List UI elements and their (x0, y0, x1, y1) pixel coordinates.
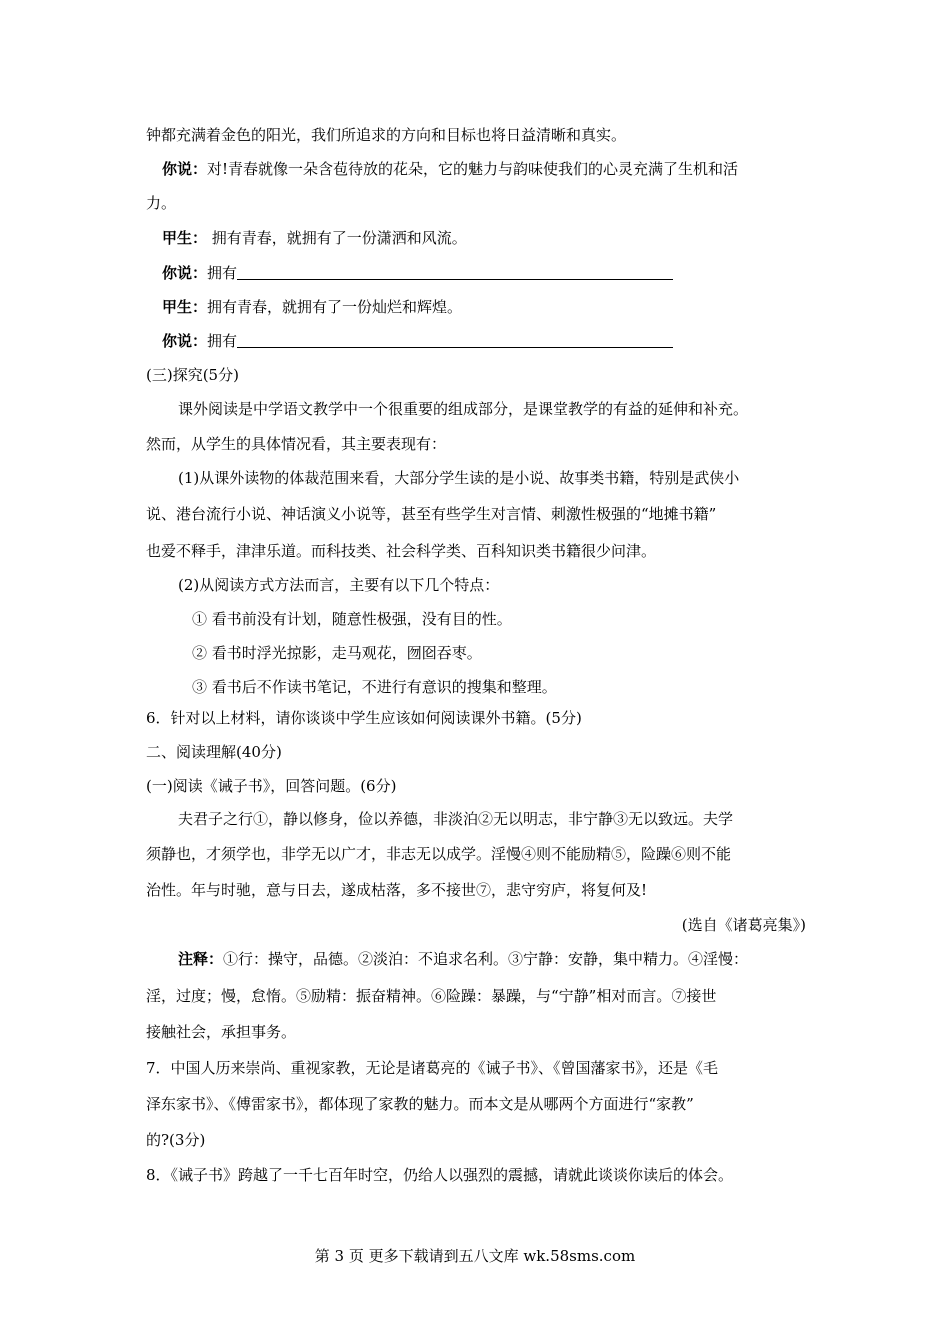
dialogue-jia-1-text: 拥有青春，就拥有了一份潇洒和风流。 (207, 229, 467, 247)
dialogue-you-1-text: 对!青春就像一朵含苞待放的花朵，它的魅力与韵味使我们的心灵充满了生机和活 (207, 160, 739, 178)
text-source: (选自《诸葛亮集》) (681, 916, 806, 934)
notes-line-a (178, 948, 748, 970)
speaker-jia-label: 甲生： (162, 298, 208, 316)
question-7b: 泽东家书》、《傅雷家书》，都体现了家教的魅力。而本文是从哪两个方面进行“家教” (146, 1095, 694, 1113)
explore-paragraph-1a: 课外阅读是中学语文教学中一个很重要的组成部分，是课堂教学的有益的延伸和补充。 (178, 400, 749, 418)
dialogue-you-2-prefix: 拥有 (207, 264, 238, 282)
dialogue-you-1 (162, 158, 738, 180)
dialogue-you-2 (162, 262, 673, 284)
answer-blank-2[interactable] (237, 331, 673, 348)
classical-text-c: 治性。年与时驰，意与日去，遂成枯落，多不接世⑦，悲守穷庐，将复何及! (146, 881, 648, 899)
classical-text-b: 须静也，才须学也，非学无以广才，非志无以成学。淫慢④则不能励精⑤，险躁⑥则不能 (146, 845, 732, 863)
explore-paragraph-3: (2)从阅读方式方法而言，主要有以下几个特点： (178, 576, 500, 594)
explore-paragraph-1b: 然而，从学生的具体情况看，其主要表现有： (146, 435, 447, 453)
dialogue-you-3-prefix: 拥有 (207, 332, 238, 350)
explore-item-2: ② 看书时浮光掠影，走马观花，囫囵吞枣。 (192, 644, 482, 662)
dialogue-jia-2 (162, 296, 462, 318)
explore-item-3: ③ 看书后不作读书笔记，不进行有意识的搜集和整理。 (192, 678, 557, 696)
reading-heading: 二、阅读理解(40分) (146, 743, 282, 761)
question-8: 8．《诫子书》跨越了一千七百年时空，仍给人以强烈的震撼，请就此谈谈你读后的体会。 (146, 1166, 734, 1184)
reading-sub-heading: (一)阅读《诫子书》，回答问题。(6分) (146, 777, 397, 795)
question-6: 6．针对以上材料，请你谈谈中学生应该如何阅读课外书籍。(5分) (146, 709, 582, 727)
explore-item-1: ① 看书前没有计划，随意性极强，没有目的性。 (192, 610, 512, 628)
dialogue-line-continuation: 钟都充满着金色的阳光，我们所追求的方向和目标也将日益清晰和真实。 (146, 126, 627, 144)
notes-line-c: 接触社会，承担事务。 (146, 1023, 297, 1041)
speaker-you-label: 你说： (162, 332, 208, 350)
dialogue-jia-1 (162, 227, 467, 249)
question-7c: 的?(3分) (146, 1131, 206, 1149)
speaker-you-label: 你说： (162, 160, 208, 178)
question-7a: 7．中国人历来崇尚、重视家教，无论是诸葛亮的《诫子书》、《曾国藩家书》，还是《毛 (146, 1059, 719, 1077)
explore-paragraph-2a: (1)从课外读物的体裁范围来看，大部分学生读的是小说、故事类书籍，特别是武侠小 (178, 469, 740, 487)
notes-label: 注释： (178, 950, 224, 968)
dialogue-you-3 (162, 330, 673, 352)
dialogue-you-1-cont: 力。 (146, 194, 177, 212)
speaker-you-label: 你说： (162, 264, 208, 282)
explore-paragraph-2b: 说、港台流行小说、神话演义小说等，甚至有些学生对言情、刺激性极强的“地摊书籍” (146, 505, 717, 523)
classical-text-a: 夫君子之行①，静以修身，俭以养德，非淡泊②无以明志，非宁静③无以致远。夫学 (178, 810, 734, 828)
notes-line-b: 淫，过度；慢，怠惰。⑤励精：振奋精神。⑥险躁：暴躁，与“宁静”相对而言。⑦接世 (146, 987, 717, 1005)
notes-text-a: ①行：操守，品德。②淡泊：不追求名利。③宁静：安静，集中精力。④淫慢： (223, 950, 749, 968)
speaker-jia-label: 甲生： (162, 229, 208, 247)
explore-heading: (三)探究(5分) (146, 366, 239, 384)
explore-paragraph-2c: 也爱不释手，津津乐道。而科技类、社会科学类、百科知识类书籍很少问津。 (146, 542, 657, 560)
dialogue-jia-2-text: 拥有青春，就拥有了一份灿烂和辉煌。 (207, 298, 463, 316)
page-footer: 第 3 页 更多下载请到五八文库 wk.58sms.com (314, 1247, 636, 1265)
answer-blank-1[interactable] (237, 263, 673, 280)
